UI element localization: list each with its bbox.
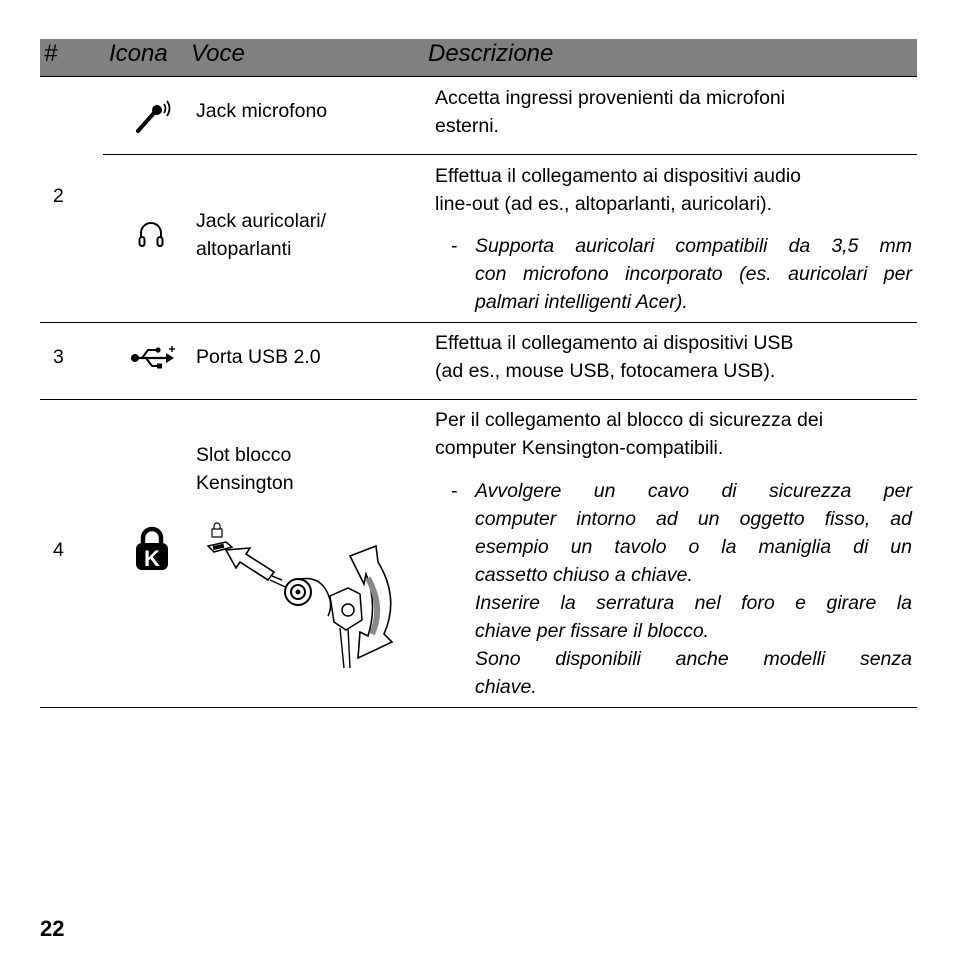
- kensington-description: Per il collegamento al blocco di sicurezza dei computer Kensington-compatibili.: [435, 409, 824, 459]
- row-divider: [40, 399, 917, 400]
- mic-description: Accetta ingressi provenienti da microfoni esterni.: [435, 87, 786, 137]
- usb-item-label: Porta USB 2.0: [196, 346, 321, 368]
- kensington-icon-letter: K: [144, 546, 160, 571]
- headphone-item-label: Jack auricolari/ altoparlanti: [196, 210, 327, 260]
- kensington-item-label: Slot blocco Kensington: [196, 444, 294, 494]
- usb-icon: [130, 344, 178, 377]
- kensington-lock-icon: [134, 526, 170, 577]
- header-num: #: [44, 40, 58, 67]
- kensington-note: Avvolgere un cavo di sicurezza per computer intorno ad un oggetto fisso, ad esempio un tavolo o la maniglia di un cassetto chiuso a chiave. Inserire la serratura nel foro e girare la chiave per fissare il blocco. Sono disponibili anche modelli senza chiave.: [475, 480, 912, 698]
- mic-item-label: Jack microfono: [196, 100, 328, 122]
- microphone-icon: [134, 98, 174, 141]
- row-number-4: 4: [53, 539, 64, 561]
- kensington-bullet: -: [451, 480, 458, 502]
- kensington-lock-illustration: [200, 518, 400, 678]
- header-item: Voce: [191, 40, 245, 67]
- row-number-2: 2: [53, 185, 64, 207]
- headphone-bullet: -: [451, 235, 458, 257]
- row-number-3: 3: [53, 346, 64, 368]
- headphone-note: Supporta auricolari compatibili da 3,5 mm con microfono incorporato (es. auricolari per palmari intelligenti Acer).: [475, 235, 912, 313]
- row-divider: [40, 322, 917, 323]
- row-divider: [103, 154, 917, 155]
- headphone-icon: [137, 220, 165, 255]
- usb-description: Effettua il collegamento ai dispositivi USB (ad es., mouse USB, fotocamera USB).: [435, 332, 794, 382]
- header-description: Descrizione: [428, 40, 554, 67]
- table-header: [40, 39, 917, 77]
- headphone-description: Effettua il collegamento ai dispositivi audio line-out (ad es., altoparlanti, auricolari).: [435, 165, 802, 215]
- page-number: 22: [40, 916, 65, 941]
- table-bottom-border: [40, 707, 917, 708]
- header-icon: Icona: [109, 40, 168, 67]
